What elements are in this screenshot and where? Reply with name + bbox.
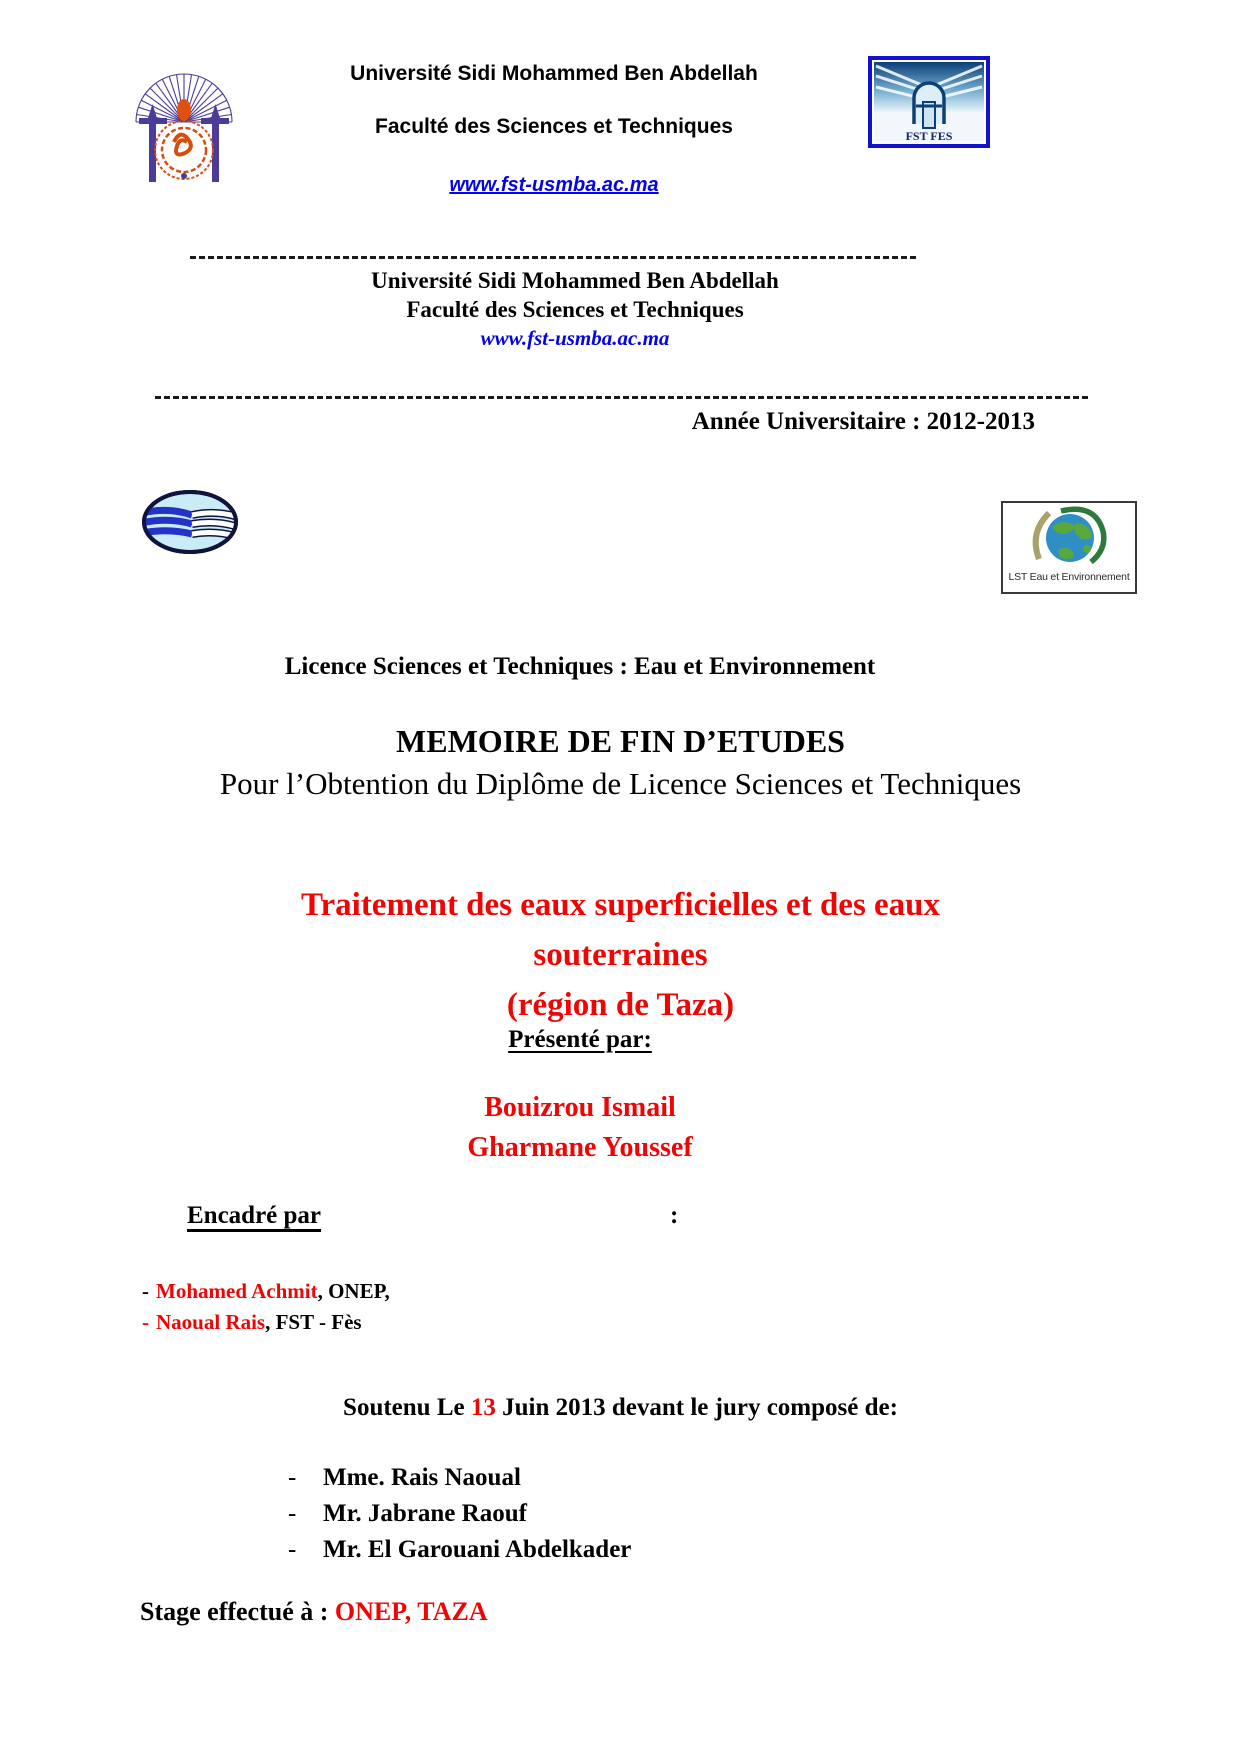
fst-fes-logo-icon	[868, 56, 990, 148]
top-faculty-name: Faculté des Sciences et Techniques	[375, 115, 733, 138]
presented-by-row	[0, 1026, 1160, 1054]
supervisor-name: Naoual Rais	[156, 1310, 266, 1334]
thesis-title	[0, 880, 1241, 1030]
author-name: Bouizrou Ismail	[484, 1092, 676, 1123]
supervised-by-label: Encadré par	[187, 1202, 322, 1229]
supervisors-list	[142, 1276, 390, 1338]
defense-suffix: Juin 2013 devant le jury composé de:	[495, 1394, 898, 1421]
supervisor-row	[142, 1307, 390, 1338]
presented-by-label: Présenté par:	[508, 1026, 652, 1053]
fst-logo-label: FST FES	[905, 129, 953, 143]
supervisor-name: Mohamed Achmit	[156, 1279, 318, 1303]
jury-dash: -	[288, 1464, 297, 1491]
authors-list	[0, 1088, 1160, 1168]
thesis-title-line3: (région de Taza)	[506, 987, 735, 1023]
thesis-title-line1: Traitement des eaux superficielles et des eaux	[300, 887, 941, 923]
jury-row	[288, 1532, 631, 1568]
defense-date: 13	[470, 1394, 496, 1421]
jury-member: Mme. Rais Naoual	[323, 1464, 521, 1491]
top-website-row	[0, 174, 1108, 197]
author-name: Gharmane Youssef	[467, 1132, 693, 1163]
jury-dash: -	[288, 1500, 297, 1527]
jury-dash: -	[288, 1536, 297, 1563]
lst-logo-box	[1001, 501, 1137, 594]
academic-year: Année Universitaire : 2012-2013	[691, 408, 1035, 435]
website-link[interactable]: www.fst-usmba.ac.ma	[449, 174, 659, 196]
defense-line	[0, 1394, 1241, 1422]
letterhead-faculty: Faculté des Sciences et Techniques	[406, 297, 744, 322]
memoir-subtitle: Pour l’Obtention du Diplôme de Licence Sciences et Techniques	[219, 766, 1022, 801]
program-title: Licence Sciences et Techniques : Eau et Environnement	[284, 653, 876, 680]
onep-logo-icon	[138, 486, 242, 558]
lst-globe-icon	[1019, 505, 1119, 571]
letterhead	[0, 266, 1150, 353]
jury-row	[288, 1460, 631, 1496]
defense-prefix: Soutenu Le	[343, 1394, 471, 1421]
top-university-name: Université Sidi Mohammed Ben Abdellah	[350, 62, 758, 85]
letterhead-website-link[interactable]: www.fst-usmba.ac.ma	[480, 326, 670, 350]
jury-member: Mr. Jabrane Raouf	[323, 1500, 527, 1527]
jury-row	[288, 1496, 631, 1532]
thesis-title-line2: souterraines	[533, 937, 708, 973]
supervisor-dash: -	[142, 1279, 149, 1303]
internship-line	[140, 1597, 488, 1627]
supervisor-row	[142, 1276, 390, 1307]
internship-location: ONEP, TAZA	[334, 1597, 488, 1626]
dashed-divider-bottom	[155, 396, 1091, 399]
letterhead-university: Université Sidi Mohammed Ben Abdellah	[371, 268, 779, 293]
supervisor-affiliation: , ONEP,	[317, 1279, 390, 1303]
supervisor-affiliation: , FST - Fès	[265, 1310, 362, 1334]
internship-label: Stage effectué à :	[140, 1597, 335, 1626]
lst-logo-label: LST Eau et Environnement	[1008, 571, 1130, 583]
dashed-divider-top	[190, 256, 916, 259]
supervisor-dash: -	[142, 1310, 149, 1334]
supervised-by-colon: :	[670, 1202, 679, 1229]
jury-list	[288, 1460, 631, 1568]
jury-member: Mr. El Garouani Abdelkader	[323, 1536, 632, 1563]
memoir-title: MEMOIRE DE FIN D’ETUDES	[396, 723, 845, 759]
